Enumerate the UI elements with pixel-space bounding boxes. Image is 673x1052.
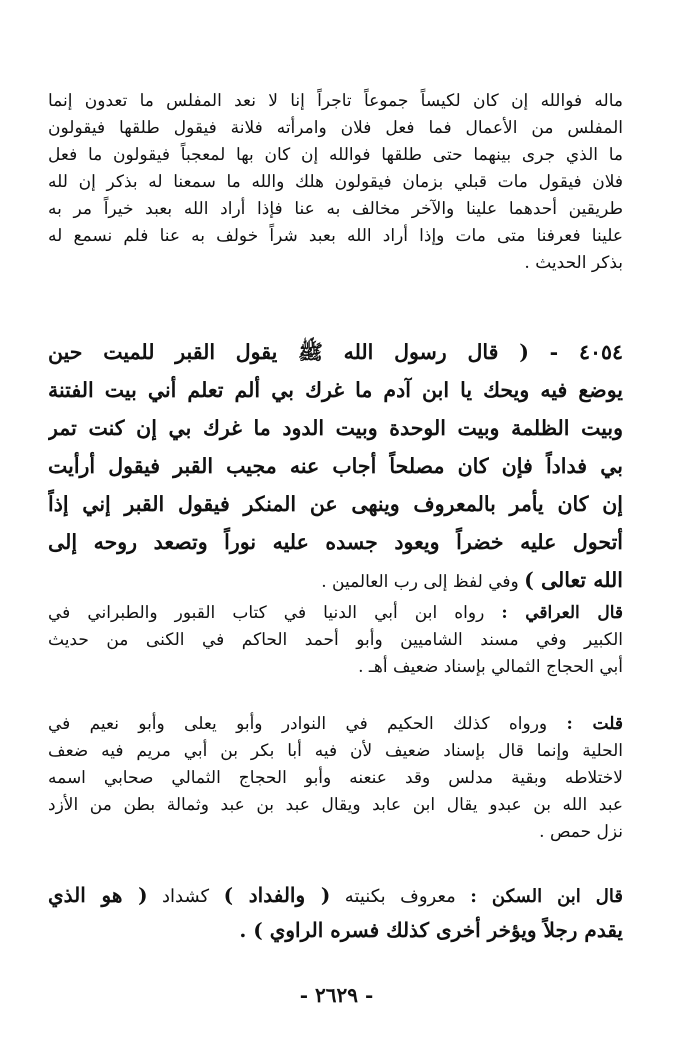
text-line: عبد الله بن عبدو يقال ابن عابد ويقال عبد بن عبد وثمالة بطن من الأزد [48,795,623,815]
text-line: فلان فيقول مات قبلي بزمان فيقولون هلك والله ما سمعنا له بذكر إن لله [48,172,623,192]
iraqi-text: رواه ابن أبي الدنيا في كتاب القبور والطبراني في [48,603,502,623]
ibn-sakan-definition: ( هو الذي [48,883,148,907]
ibn-sakan-first-line [48,878,623,912]
hadith-line: ٤٠٥٤ - ( قال رسول الله ﷺ يقول القبر للميت حين [48,340,623,364]
page-number: - ٢٦٢٩ - [299,983,374,1007]
iraqi-first-line [48,600,623,627]
hadith-line: يوضع فيه ويحك يا ابن آدم ما غرك بي ألم تعلم أني بيت الفتنة [48,378,623,402]
hadith-line: إن كان يأمر بالمعروف وينهى عن المنكر فيقول القبر إني إذاً [48,492,623,516]
ibn-sakan-label: قال ابن السكن : [470,886,623,907]
qultu-first-line [48,711,623,738]
text-line: أبي الحجاج الثمالي بإسناد ضعيف أهـ . [358,657,623,677]
hadith-line: وبيت الظلمة وبيت الوحدة وبيت الدود ما غرك بي إن كنت تمر [48,416,623,440]
hadith-line: أتحول عليه خضراً ويعود جسده عليه نوراً وتصعد روحه إلى [48,530,623,554]
hadith-last-line [48,561,623,599]
text-line: نزل حمص . [539,822,623,842]
text-line: طريقين أحدهما علينا والآخر مخالف به عنا فإذا أراد الله بعبد خيراً مر به [48,199,623,219]
text-line: بذكر الحديث . [524,253,623,273]
ibn-sakan-note [48,878,623,948]
text-line: ما الذي جرى بينهما حتى طلقها فوالله إن كان بها لمعجباً فيقولون ما فعل [48,145,623,165]
ibn-sakan-text-2: كشداد [147,886,224,907]
iraqi-commentary [48,600,623,681]
text-line: الحلية وإنما قال بإسناد ضعيف لأن فيه أبا بكر بن أبي مريم فيه ضعف [48,741,623,761]
qultu-text: ورواه كذلك الحكيم في النوادر وأبو يعلى وأبو نعيم في [48,714,567,734]
text-line: الكبير وفي مسند الشاميين وأبو أحمد الحاكم في الكنى من حديث [48,630,623,650]
text-line: علينا فعرفنا متى مات وإذا أراد الله بعبد شراً خولف به عنا فلم نسمع له [48,226,623,246]
text-line: ماله فوالله إن كان لكيساً جموعاً تاجراً إنا لا نعد المفلس ما تعدون إنما [48,91,623,111]
qultu-commentary [48,711,623,846]
hadith-4054 [48,333,623,599]
hadith-ending-bold: الله تعالى ) [524,568,623,592]
ibn-sakan-text: معروف بكنيته [330,886,471,907]
hadith-ending-note: وفي لفظ إلى رب العالمين . [321,572,525,592]
text-line: لاختلاطه وبقية مدلس وقد عنعنه وأبو الحجاج الثمالي صحابي اسمه [48,768,623,788]
text-line: المفلس من الأعمال فما فعل فلان وامرأته فلانة فيقول طلقها فيقولون [48,118,623,138]
hadith-line: بي فداداً فإن كان مصلحاً أجاب عنه مجيب القبر فيقول أرأيت [48,454,623,478]
ibn-sakan-second-line: يقدم رجلاً ويؤخر أخرى كذلك فسره الراوي ) . [239,918,623,942]
iraqi-label: قال العراقي : [501,603,623,623]
qultu-label: قلت : [566,714,623,734]
top-paragraph [48,88,623,277]
ibn-sakan-term: ( والفداد ) [223,883,331,907]
